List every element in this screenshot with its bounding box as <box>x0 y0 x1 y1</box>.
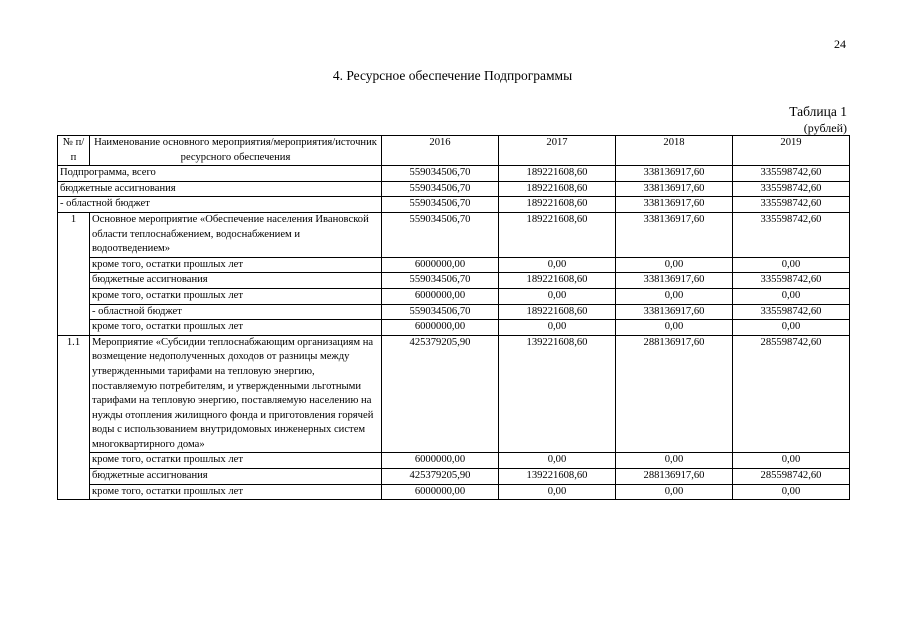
value-cell-2019: 0,00 <box>733 288 850 304</box>
value-cell-2019: 0,00 <box>733 484 850 500</box>
value-cell-2018: 0,00 <box>616 320 733 336</box>
value-cell-2016: 559034506,70 <box>382 197 499 213</box>
value-cell-2017: 139221608,60 <box>499 335 616 453</box>
value-cell-2019: 0,00 <box>733 320 850 336</box>
row-name: кроме того, остатки прошлых лет <box>90 320 382 336</box>
value-cell-2016: 559034506,70 <box>382 166 499 182</box>
value-cell-2017: 0,00 <box>499 484 616 500</box>
row-name: кроме того, остатки прошлых лет <box>90 484 382 500</box>
value-cell-2019: 0,00 <box>733 257 850 273</box>
value-cell-2019: 335598742,60 <box>733 304 850 320</box>
row-number: 1.1 <box>58 335 90 500</box>
header-name: Наименование основного мероприятия/мероприятия/источник ресурсного обеспечения <box>90 136 382 166</box>
value-cell-2019: 285598742,60 <box>733 469 850 485</box>
value-cell-2017: 189221608,60 <box>499 181 616 197</box>
value-cell-2016: 425379205,90 <box>382 335 499 453</box>
value-cell-2019: 335598742,60 <box>733 212 850 257</box>
resource-table <box>57 135 850 500</box>
table-row <box>58 257 850 273</box>
value-cell-2018: 338136917,60 <box>616 181 733 197</box>
value-cell-2018: 0,00 <box>616 288 733 304</box>
table-caption: Таблица 1 <box>789 104 847 119</box>
value-cell-2017: 139221608,60 <box>499 469 616 485</box>
value-cell-2018: 288136917,60 <box>616 469 733 485</box>
table-row <box>58 453 850 469</box>
header-num: № п/п <box>58 136 90 166</box>
value-cell-2018: 338136917,60 <box>616 197 733 213</box>
value-cell-2018: 288136917,60 <box>616 335 733 453</box>
table-body <box>58 166 850 500</box>
value-cell-2018: 338136917,60 <box>616 273 733 289</box>
value-cell-2016: 559034506,70 <box>382 304 499 320</box>
table-unit: (рублей) <box>803 121 847 135</box>
table-row <box>58 273 850 289</box>
value-cell-2017: 189221608,60 <box>499 273 616 289</box>
row-number: 1 <box>58 212 90 335</box>
value-cell-2016: 6000000,00 <box>382 320 499 336</box>
table-row <box>58 304 850 320</box>
value-cell-2017: 189221608,60 <box>499 166 616 182</box>
row-name: кроме того, остатки прошлых лет <box>90 257 382 273</box>
table-header-row <box>58 136 850 166</box>
row-name: Мероприятие «Субсидии теплоснабжающим организациям на возмещение недополученных доходов от разницы между утвержденными тарифами на тепловую энергию, поставляемую потребителям, и утвержденными льготными тарифами на тепловую энергию, поставляемую населению на нужды отопления жилищного фонда и приготовления горячей воды с использованием внутридомовых инженерных систем многоквартирного дома» <box>90 335 382 453</box>
table-row <box>58 197 850 213</box>
value-cell-2019: 0,00 <box>733 453 850 469</box>
table-row <box>58 181 850 197</box>
table-row <box>58 166 850 182</box>
value-cell-2016: 6000000,00 <box>382 257 499 273</box>
value-cell-2019: 335598742,60 <box>733 197 850 213</box>
row-name: Основное мероприятие «Обеспечение населения Ивановской области теплоснабжением, водоснабжением и водоотведением» <box>90 212 382 257</box>
row-name: бюджетные ассигнования <box>58 181 382 197</box>
value-cell-2018: 338136917,60 <box>616 212 733 257</box>
value-cell-2018: 0,00 <box>616 257 733 273</box>
value-cell-2019: 285598742,60 <box>733 335 850 453</box>
value-cell-2017: 189221608,60 <box>499 197 616 213</box>
row-name: - областной бюджет <box>58 197 382 213</box>
row-name: бюджетные ассигнования <box>90 273 382 289</box>
value-cell-2016: 425379205,90 <box>382 469 499 485</box>
value-cell-2018: 338136917,60 <box>616 166 733 182</box>
section-title: 4. Ресурсное обеспечение Подпрограммы <box>332 68 573 83</box>
table-row <box>58 320 850 336</box>
value-cell-2016: 559034506,70 <box>382 181 499 197</box>
header-year-2018: 2018 <box>616 136 733 166</box>
header-year-2019: 2019 <box>733 136 850 166</box>
table-row <box>58 212 850 257</box>
value-cell-2019: 335598742,60 <box>733 181 850 197</box>
value-cell-2017: 189221608,60 <box>499 304 616 320</box>
value-cell-2016: 6000000,00 <box>382 453 499 469</box>
row-name: бюджетные ассигнования <box>90 469 382 485</box>
value-cell-2016: 6000000,00 <box>382 288 499 304</box>
row-name: кроме того, остатки прошлых лет <box>90 453 382 469</box>
value-cell-2016: 6000000,00 <box>382 484 499 500</box>
page-number: 24 <box>834 37 846 51</box>
value-cell-2018: 0,00 <box>616 484 733 500</box>
row-name: - областной бюджет <box>90 304 382 320</box>
table-row <box>58 469 850 485</box>
value-cell-2017: 0,00 <box>499 257 616 273</box>
row-name: кроме того, остатки прошлых лет <box>90 288 382 304</box>
value-cell-2017: 189221608,60 <box>499 212 616 257</box>
value-cell-2016: 559034506,70 <box>382 212 499 257</box>
value-cell-2019: 335598742,60 <box>733 273 850 289</box>
value-cell-2017: 0,00 <box>499 320 616 336</box>
value-cell-2017: 0,00 <box>499 288 616 304</box>
header-year-2017: 2017 <box>499 136 616 166</box>
row-name: Подпрограмма, всего <box>58 166 382 182</box>
value-cell-2017: 0,00 <box>499 453 616 469</box>
header-year-2016: 2016 <box>382 136 499 166</box>
table-row <box>58 288 850 304</box>
value-cell-2018: 338136917,60 <box>616 304 733 320</box>
table-row <box>58 484 850 500</box>
table-row <box>58 335 850 453</box>
value-cell-2019: 335598742,60 <box>733 166 850 182</box>
value-cell-2016: 559034506,70 <box>382 273 499 289</box>
value-cell-2018: 0,00 <box>616 453 733 469</box>
